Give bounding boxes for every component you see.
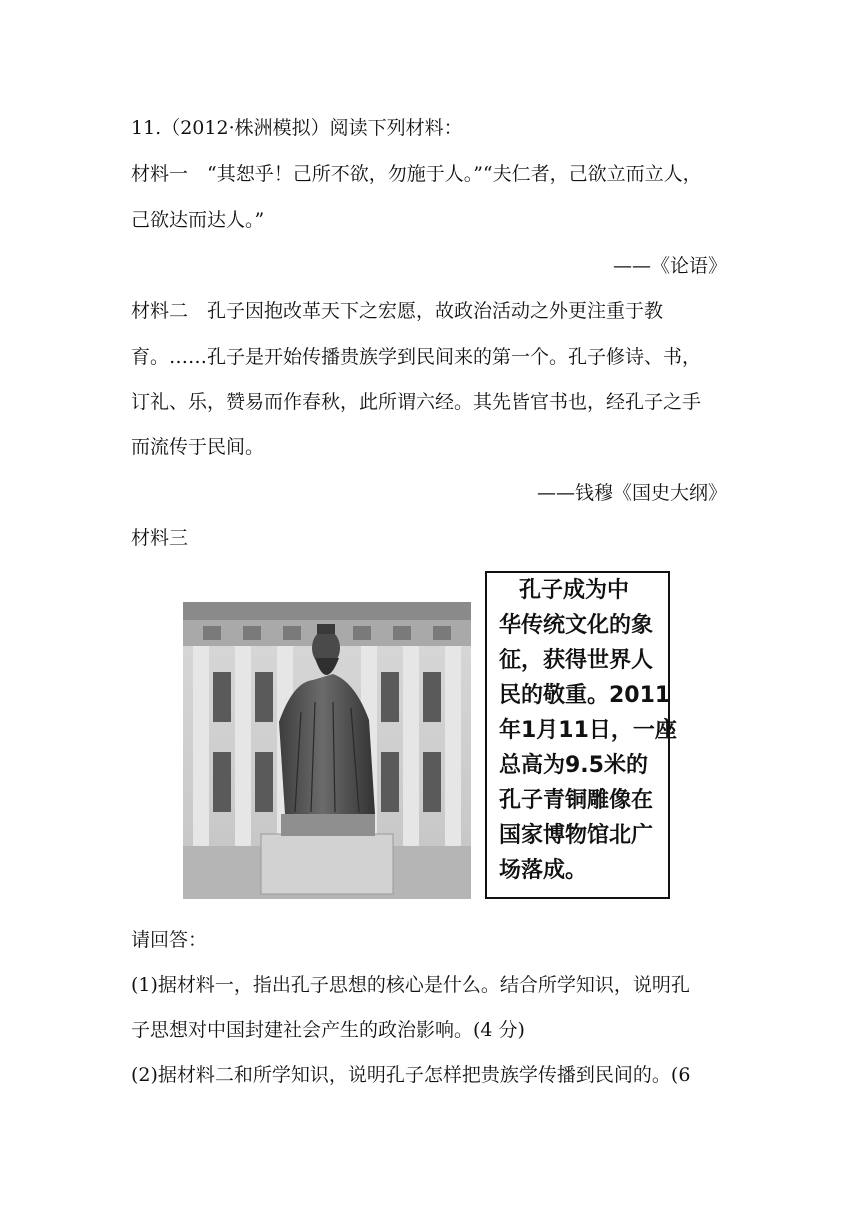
- material1-source: ——《论语》: [612, 255, 727, 277]
- caption-line: 国家博物馆北广: [499, 823, 654, 848]
- material3-label: 材料三: [131, 527, 189, 549]
- caption-line: 孔子青铜雕像在: [499, 788, 654, 813]
- material2-line3: 订礼、乐，赞易而作春秋，此所谓六经。其先皆官书也，经孔子之手: [131, 391, 702, 413]
- material2-line2: 育。……孔子是开始传播贵族学到民间来的第一个。孔子修诗、书，: [131, 346, 702, 368]
- caption-line: 孔子成为中: [519, 578, 630, 603]
- caption-line: 征，获得世界人: [499, 648, 654, 673]
- caption-line: 场落成。: [499, 858, 588, 883]
- caption-line: 华传统文化的象: [499, 613, 654, 638]
- material1-line1: 材料一 “其恕乎！己所不欲，勿施于人。”“夫仁者，己欲立而立人，: [131, 163, 702, 185]
- material2-line4: 而流传于民间。: [131, 436, 265, 458]
- statue-caption-box: [485, 571, 677, 899]
- question2-line1: (2)据材料二和所学知识，说明孔子怎样把贵族学传播到民间的。(6: [131, 1064, 691, 1086]
- material2-source: ——钱穆《国史大纲》: [536, 482, 727, 504]
- material2-line1: 材料二 孔子因抱改革天下之宏愿，故政治活动之外更注重于教: [131, 300, 664, 322]
- question1-line1: (1)据材料一，指出孔子思想的核心是什么。结合所学知识，说明孔: [131, 974, 690, 996]
- caption-line: 民的敬重。2011: [499, 683, 671, 708]
- question-header: 11.（2012·株洲模拟）阅读下列材料：: [131, 117, 463, 139]
- caption-line: 年1月11日，一座: [499, 718, 677, 743]
- caption-line: 总高为9.5米的: [499, 753, 648, 778]
- confucius-statue-photo: [183, 602, 471, 899]
- question1-line2: 子思想对中国封建社会产生的政治影响。(4 分): [131, 1019, 525, 1041]
- material1-line2: 己欲达而达人。”: [131, 209, 265, 231]
- answer-prompt: 请回答：: [131, 929, 208, 951]
